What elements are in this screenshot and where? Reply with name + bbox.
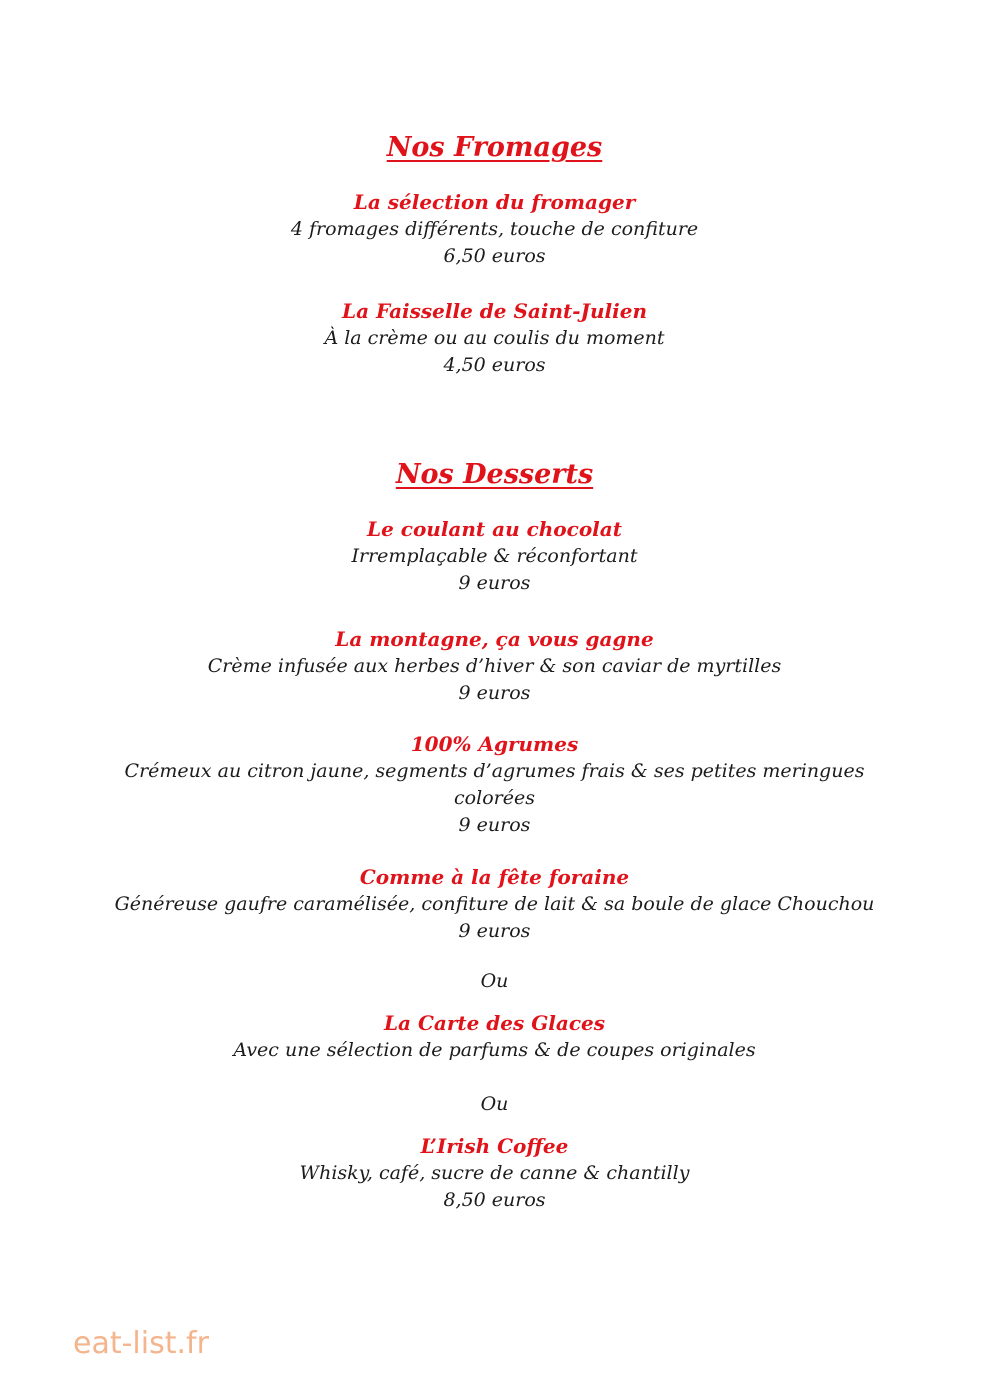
item-description-selection-fromager: 4 fromages différents, touche de confiture [290,218,699,240]
item-name-montagne: La montagne, ça vous gagne [335,627,654,651]
item-price-faisselle: 4,50 euros [443,354,546,376]
item-description-faisselle: À la crème ou au coulis du moment [324,327,665,349]
item-price-irish-coffee: 8,50 euros [443,1189,546,1211]
item-description-coulant-chocolat: Irremplaçable & réconfortant [351,545,638,567]
item-name-fete-foraine: Comme à la fête foraine [359,865,630,889]
item-name-faisselle: La Faisselle de Saint-Julien [342,299,647,323]
separator-ou: Ou [480,970,509,992]
item-description-agrumes-line2: colorées [454,787,535,809]
section-title-desserts: Nos Desserts [395,459,594,490]
separator-ou: Ou [480,1093,509,1115]
section-title-fromages: Nos Fromages [386,132,603,163]
item-description-fete-foraine: Généreuse gaufre caramélisée, confiture de lait & sa boule de glace Chouchou [114,893,875,915]
item-description-agrumes-line1: Crémeux au citron jaune, segments d’agrumes frais & ses petites meringues [124,760,865,782]
item-name-irish-coffee: L’Irish Coffee [420,1134,569,1158]
item-description-irish-coffee: Whisky, café, sucre de canne & chantilly [299,1162,690,1184]
item-name-carte-glaces: La Carte des Glaces [383,1011,606,1035]
item-price-selection-fromager: 6,50 euros [443,245,546,267]
item-description-montagne: Crème infusée aux herbes d’hiver & son caviar de myrtilles [207,655,782,677]
item-name-coulant-chocolat: Le coulant au chocolat [367,517,622,541]
watermark-eat-list: eat-list.fr [73,1326,209,1361]
item-price-montagne: 9 euros [458,682,531,704]
item-price-coulant-chocolat: 9 euros [458,572,531,594]
item-description-carte-glaces: Avec une sélection de parfums & de coupes originales [233,1039,756,1061]
item-name-agrumes: 100% Agrumes [410,732,579,756]
item-price-fete-foraine: 9 euros [458,920,531,942]
item-price-agrumes: 9 euros [458,814,531,836]
item-name-selection-fromager: La sélection du fromager [353,190,636,214]
